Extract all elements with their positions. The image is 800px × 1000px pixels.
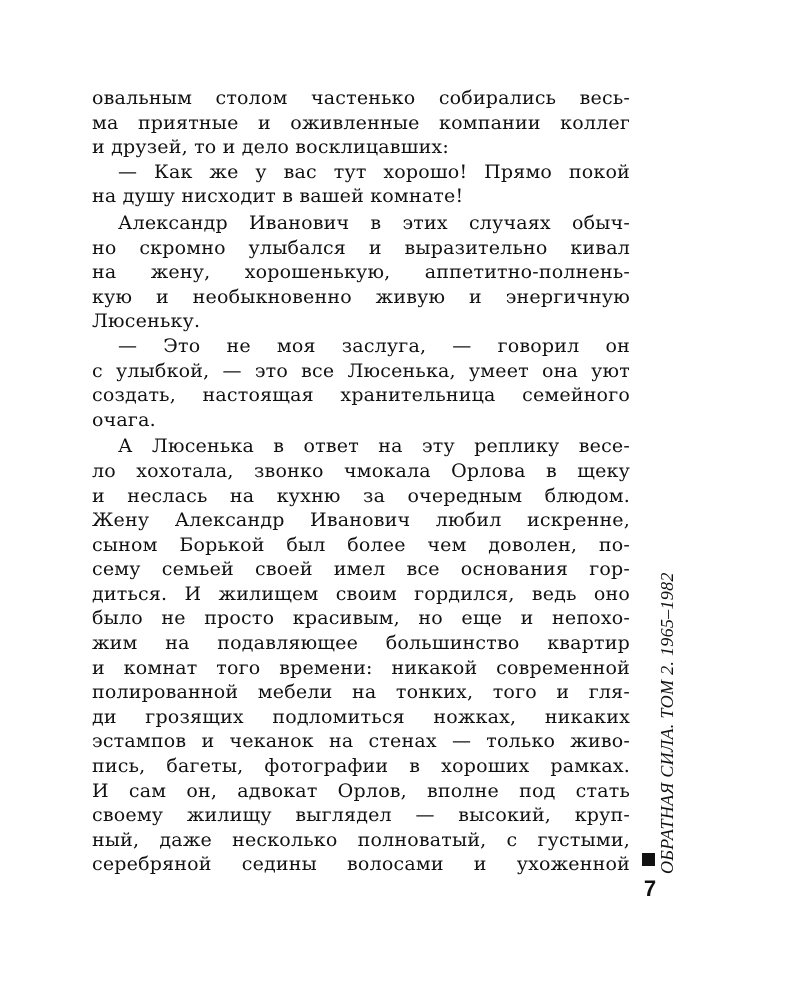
text-line: своему жилищу выглядел — высокий, круп- xyxy=(92,804,630,827)
body-text xyxy=(92,86,630,877)
page-number: 7 xyxy=(643,876,657,901)
text-line: Жену Александр Иванович любил искренне, xyxy=(92,509,630,532)
text-line: но скромно улыбался и выразительно кивал xyxy=(92,236,630,259)
text-line: Александр Иванович в этих случаях обыч- xyxy=(118,211,630,234)
text-line: А Люсенька в ответ на эту реплику весе- xyxy=(118,435,630,458)
text-line: Люсеньку. xyxy=(92,310,201,333)
text-line: ди грозящих подломиться ножках, никаких xyxy=(92,705,630,728)
text-line: серебряной седины волосами и ухоженной xyxy=(92,853,630,876)
text-line: очага. xyxy=(92,408,156,431)
text-line: жим на подавляющее большинство квартир xyxy=(92,632,630,655)
text-line: кую и необыкновенно живую и энергичную xyxy=(92,285,630,308)
text-line: с улыбкой, — это все Люсенька, умеет она уют xyxy=(92,359,630,382)
text-line: было не просто красивым, но еще и непохо- xyxy=(92,607,630,630)
text-line: ный, даже несколько полноватый, с густыми, xyxy=(92,828,630,851)
text-line: полированной мебели на тонких, того и гля- xyxy=(92,681,630,704)
text-line: диться. И жилищем своим гордился, ведь оно xyxy=(92,582,630,605)
text-line: и комнат того времени: никакой современной xyxy=(92,656,630,679)
text-line: ло хохотала, звонко чмокала Орлова в щеку xyxy=(92,459,630,482)
text-line: и неслась на кухню за очередным блюдом. xyxy=(92,484,630,507)
text-line: на жену, хорошенькую, аппетитно-полнень- xyxy=(92,261,630,284)
text-line: пись, багеты, фотографии в хороших рамках. xyxy=(92,755,630,778)
text-line: сему семьей своей имел все основания гор- xyxy=(92,558,630,581)
text-line: И сам он, адвокат Орлов, вполне под стать xyxy=(92,779,630,802)
text-line: и друзей, то и дело восклицавших: xyxy=(92,136,449,159)
text-line: на душу нисходит в вашей комнате! xyxy=(92,185,464,208)
text-line: овальным столом частенько собирались весь- xyxy=(92,87,630,109)
text-line: ма приятные и оживленные компании коллег xyxy=(92,111,630,134)
square-marker-icon xyxy=(642,853,655,866)
text-line: создать, настоящая хранительница семейного xyxy=(92,384,630,407)
text-line: сыном Борькой был более чем доволен, по- xyxy=(92,533,630,556)
text-line: эстампов и чеканок на стенах — только живо- xyxy=(92,730,630,753)
text-line: — Как же у вас тут хорошо! Прямо покой xyxy=(118,160,630,183)
text-line: — Это не моя заслуга, — говорил он xyxy=(118,334,630,357)
running-head: ОБРАТНАЯ СИЛА. ТОМ 2. 1965–1982 xyxy=(657,572,677,874)
